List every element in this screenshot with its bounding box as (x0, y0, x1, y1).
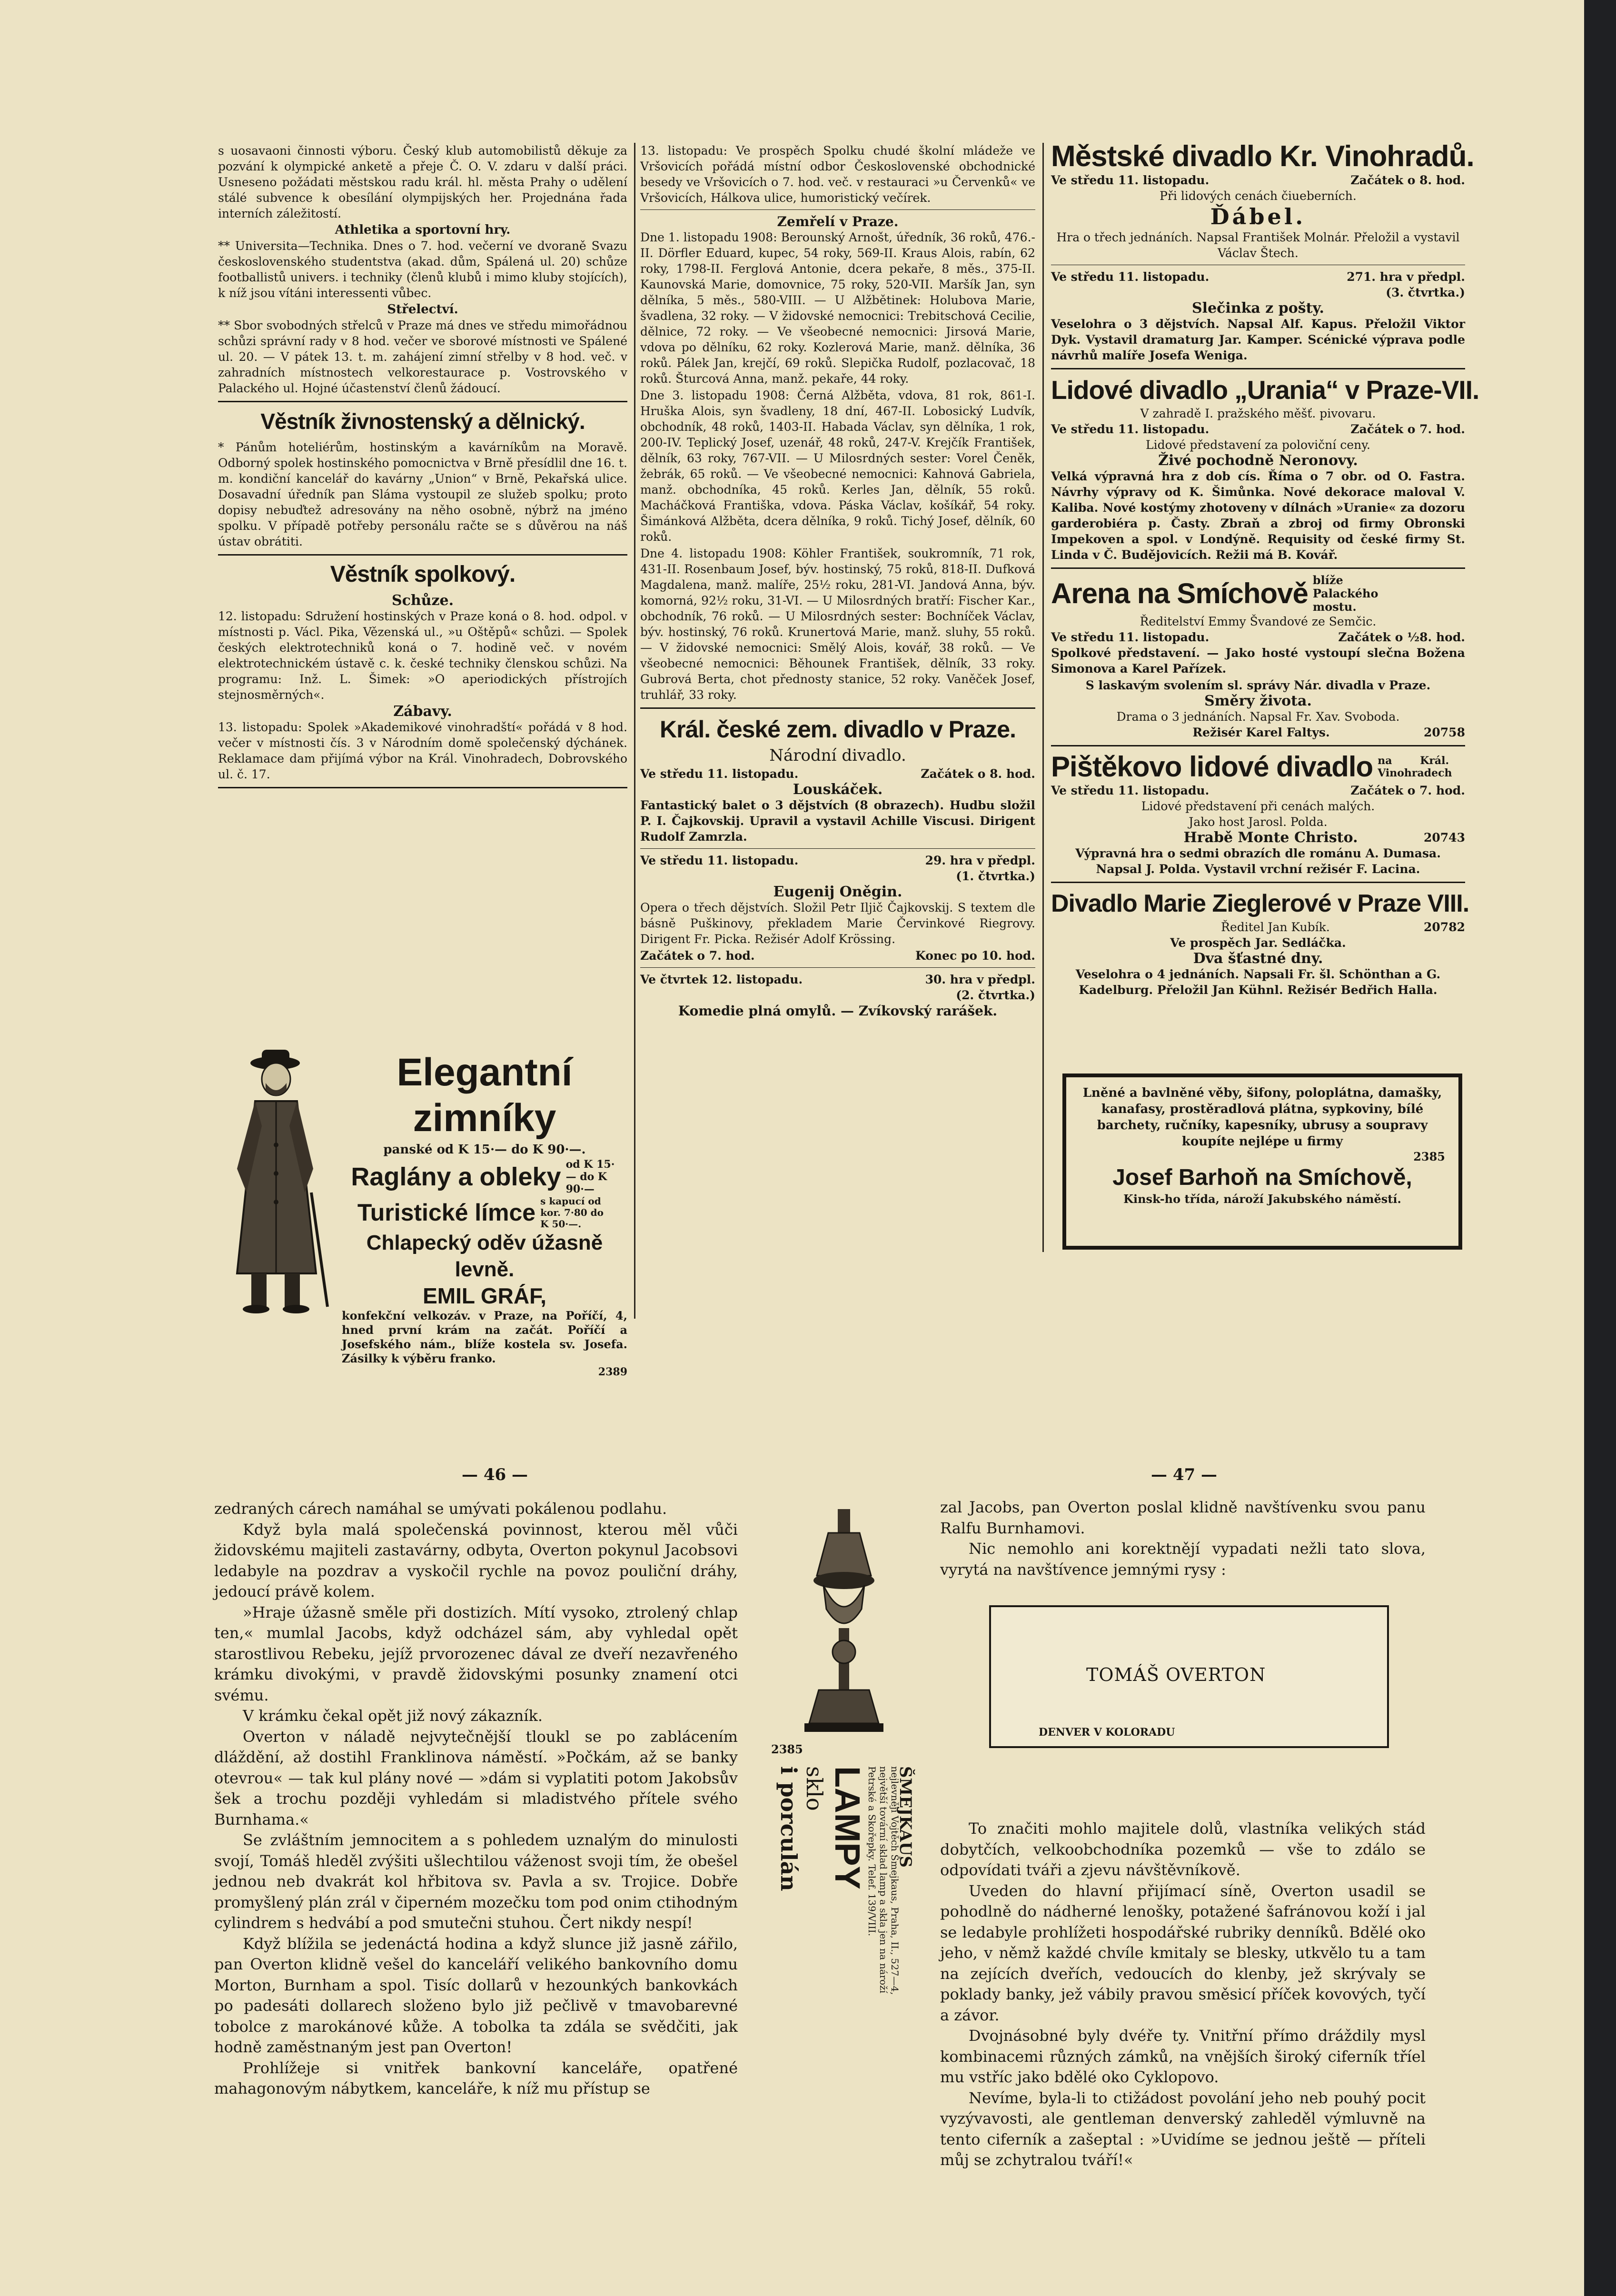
vinohrady-play1: Ďábel. (1210, 204, 1306, 229)
vinohrady-play2: Slečinka z pošty. (1192, 300, 1324, 317)
page-number-left: — 46 — (462, 1465, 528, 1484)
graf-raglany: Raglány a obleky (351, 1163, 561, 1191)
graf-turisticke-price: s kapucí od kor. 7·80 do K 50·—. (540, 1195, 604, 1230)
narodni-play3: Komedie plná omylů. — Zvíkovský rarášek. (678, 1003, 998, 1019)
graf-raglany-price: od K 15·— do K 90·— (565, 1158, 615, 1195)
narodni-line4: Ve čtvrtek 12. listopadu. 30. hra v předpl. (2. čtvrtka.) (640, 973, 1035, 1002)
smichov-desc1: Spolkové představení. — Jako hosté vystoupí slečna Božena Simonova a Karel Pařízek. (1051, 646, 1465, 676)
news-column-1 (218, 143, 627, 793)
graf-ad-text (342, 1050, 627, 1378)
narodni-play1: Louskáček. (793, 781, 883, 798)
zemreli-paragraph-2: Dne 3. listopadu 1908: Černá Alžběta, vdova, 81 rok, 861-I. Hruška Alois, syn švadleny, 18 dní, 467-II. Lobosický Ludvík, obchodník, 48 roků, 1403-II. Habada Václav, syn dělníka, 1 rok, 200-IV. Teplický Josef, uzenář, 48 roků, 247-V. Krejčík František, dělník, 63 roky, 767-VII. — U Milosrdných sester: Vorel Čeněk, žebrák, 65 roků. — Ve všeobecné nemocnici: Kahnová Gabriela, manž. obchodníka, 45 roků. Kerles Jan, dělník, 55 roků. Macháčková Františka, vdova. Páska Václav, košíkář, 54 roky. Šimánková Alžběta, dcera dělníka, 9 roků. Tichý Josef, dělník, 60 roků. (640, 388, 1035, 544)
lampy-firm: ŠMEJKAUS (896, 1766, 915, 1868)
book-left-p5: Overton v náladě nejvytečnější tloukl se po zablácením dláždění, až dostihl Franklinova náměstí. »Počkám, až se banky otevrou« — tak kul plány nové — »dám si vyplatiti potom Jakobsův šek a trochu později vyhledám si mladistvého přítele svého Burnhama.« (214, 1727, 738, 1829)
book-left-p1: zedraných cárech namáhal se umývati pokálenou podlahu. (214, 1500, 667, 1518)
emil-graf-ad (218, 1050, 627, 1378)
zabavy-paragraph: 13. listopadu: Spolek »Akademikové vinohradští« pořádá v 8 hod. večer v místnosti čís. 3 v Národním domě společenský dýchánek. Reklamace dam přijímá výbor na Král. Vinohradech, Dobrovského ul. č. 17. (218, 720, 627, 781)
gentleman-illustration (218, 1050, 337, 1316)
lamp-illustration (800, 1509, 890, 1733)
narodni-divadlo-title: Král. české zem. divadlo v Praze. (660, 716, 1016, 743)
urania-note: Lidové představení za poloviční ceny. (1146, 438, 1370, 452)
divider (218, 401, 627, 402)
urania-desc: Velká výpravná hra z dob cís. Říma o 7 obr. od O. Fastra. Návrhy výpravy od K. Šimůnka. Nové dekorace maloval V. Kaliba. Nové kostýmy zhotoveny v dílnách »Uranie« za dozoru garderobiéra p. Časty. Zbraň a zbroj od firmy Obronski Impekoven a spol. v Londýně. Requisity od české firmy St. Linda v Č. Budějovicích. Režii má B. Kovář. (1051, 469, 1465, 562)
divider (1051, 882, 1465, 883)
lampy-number: 2385 (771, 1742, 803, 1756)
smichov-title: Arena na Smíchově (1051, 577, 1308, 609)
strelectvi-paragraph: ** Sbor svobodných střelců v Praze má dnes ve středu mimořádnou schůzi správní rady v 8 hod. večer ve sborové místnosti ve Spálené ul. 20. — V pátek 13. t. m. zahájení zimní střelby v 8 hod. več. v zahradních místnostech velkorestaurace p. Vostrovského v Palackého ul. Hojné účastenství členů žádoucí. (218, 318, 627, 395)
vestnik-zivnostensky-heading: Věstník živnostenský a dělnický. (260, 409, 585, 434)
barhon-number: 2385 (1413, 1150, 1445, 1163)
barhon-name: Josef Barhoň na Smíchově, (1112, 1165, 1412, 1190)
zemreli-paragraph-3: Dne 4. listopadu 1908: Köhler František, soukromník, 71 rok, 431-II. Rosenbaum Josef, býv. hostinský, 75 roků, 818-II. Dufková Magdalena, manž. malíře, 25½ roku, 281-VI. Jandová Anna, býv. komorná, 92½ roku, 31-VI. — U Milosrdných bratří: Fischer Kar., obchodník, 76 roků. — U Milosrdných sester: Bochníček Václav, býv. hostinský, 76 roků. Krunertová Marie, manž. sluhy, 55 roků. — V židovské nemocnici: Smělý Alois, kovář, 38 roků. — Ve všeobecné nemocnici: Běhounek František, dělník, 33 roky. Gubrová Berta, chot přednosty stanice, 52 roky. Vaněček Josef, truhlář, 33 roky. (640, 547, 1035, 702)
narodni-play2-desc: Opera o třech dějstvích. Složil Petr Iljič Čajkovskij. S textem dle básně Puškinovy, překladem Marie Červinkové Riegrovy. Dirigent Fr. Picka. Režisér Adolf Krössing. (640, 901, 1035, 946)
vestnik-spolkovy-heading: Věstník spolkový. (330, 562, 516, 587)
vestnik-zivnostensky-paragraph: * Pánům hoteliérům, hostinským a kavárníkům na Moravě. Odborný spolek hostinského pomocnictva v Brně přesídlil dne 16. t. m. kondiční kancelář do kavárny „Union“ v Brně, Pekařská ulice. Dosavadní úředník pan Sláma vystoupil ze služeb spolku; proto dopisy nebuďtež adresovány na něho osobně, nýbrž na jméno spolku. V případě potřeby personálu račte se s důvěrou na náš ústav obrátiti. (218, 440, 627, 548)
barhon-addr: Kinsk-ho třída, nároží Jakubského náměstí. (1123, 1192, 1401, 1206)
graf-turisticke-row (342, 1195, 627, 1230)
column2-top-paragraph: 13. listopadu: Ve prospěch Spolku chudé školní mládeže ve Vršovicích pořádá místní odbor Československé obchodnické besedy ve Vršovicích o 7. hod. več. v restauraci »u Červenků« ve Vršovicích, Hálkova ulice, humoristický večírek. (640, 144, 1035, 205)
news-column-3 (1051, 140, 1479, 998)
column-rule (634, 143, 635, 1319)
narodni-line3: Začátek o 7. hod. Konec po 10. hod. (640, 949, 1035, 963)
narodni-play2: Eugenij Oněgin. (773, 884, 902, 900)
divider (1051, 368, 1465, 369)
smichov-line1: Ve středu 11. listopadu. Začátek o ½8. hod. (1051, 630, 1465, 644)
book-left-p6: Se zvláštním jemnocitem a s pohledem uznalým do minulosti svojí, Tomáš hleděl zvýšiti ušlechtilou váženost svoji tím, že obešel jednou neb dvakrát kol hřbitova sv. Pavla a sv. Trojice. Dobře promyšlený plán zrál v čiperném mozečku tom pod onim ctihodným cylindrem s hedvábí a pod smutečni stuhou. Čert nikdy nespí! (214, 1831, 738, 1932)
athletika-paragraph: ** Universita—Technika. Dnes o 7. hod. večerní ve dvoraně Svazu československého studentstva (akad. dům, Spálená ul. 20) schůze footballistů univers. i techniky (členů klubů i mimo kluby stojících), k níž jsou vítáni interessenti vůbec. (218, 239, 627, 300)
book-right-p6: Nevíme, byla-li to ctižádost povolání jeho neb pouhý pocit vyzývavosti, ale gentleman denverský zahleděl výmluvně na tento ciferník a zašeptal : »Uvidíme se jednou ještě — příteli můj se zchytralou tváří!« (940, 2088, 1426, 2169)
scan-edge (1584, 0, 1616, 2296)
smichov-sub: Ředitelství Emmy Švandové ze Semčic. (1140, 615, 1377, 628)
pistek-desc1: Výpravná hra o sedmi obrazích dle románu A. Dumasa. (1075, 846, 1441, 860)
lampy-sklo: sklo (802, 1766, 827, 1811)
lampy-text: nejlevněji Vojtěch Šmejkaus, Praha, II., 527—4, největší tovární sklad lamp a skla jen na nároží Petrské a Skořepky. Telef. 139/VIII. (866, 1766, 901, 1995)
vinohrady-title: Městské divadlo Kr. Vinohradů. (1051, 140, 1474, 173)
smichov-desc3: Drama o 3 jednáních. Napsal Fr. Xav. Svoboda. (1116, 710, 1400, 724)
vinohrady-line2: Ve středu 11. listopadu. 271. hra v předpl. (3. čtvrtka.) (1051, 270, 1465, 299)
barhon-ad (1062, 1073, 1462, 1250)
book-right-p4: Uveden do hlavní přijímací síně, Overton usadil se pohodlně do nádherné lenošky, potažené šafránovou koží i jal se ledabyle prohlížeti hospodářské rubriky denníků. Bdělé oko jeho, v němž každé chvíle kmitaly se blesky, utkvělo tu a tam na zejících dveřích, vedoucích do klenby, jež skrývaly se poklady banky, jež vábily pravou směsicí příček kovových, tyčí a závor. (940, 1881, 1426, 2024)
divider (640, 209, 1035, 210)
pistek-guest: Jako host Jarosl. Polda. (1189, 815, 1328, 829)
smichov-desc2: S laskavým svolením sl. správy Nár. divadla v Praze. (1085, 678, 1431, 692)
book-left-p7: Když blížila se jedenáctá hodina a když slunce již jasně zářilo, pan Overton klidně vešel do kanceláří velikého bankovního domu Morton, Burnham a spol. Tisíc dollarů v hezounkých bankovkách po padesáti dollarech složeno bylo již pečlivě v tmavobarevné tobolce z marokánové kůže. A tobolka ta zdála se svědčiti, jak hodně zaměstnaným jest pan Overton! (214, 1934, 738, 2056)
barhon-line1: Lněné a bavlněné věby, šifony, poloplátna, damašky, kanafasy, prostěradlová plátna, sypkoviny, bílé barchety, ručníky, kapesníky, ubrusy a soupravy koupíte nejlépe u firmy (1082, 1086, 1442, 1149)
news-column-2 (640, 143, 1035, 1019)
urania-line1: Ve středu 11. listopadu. Začátek o 7. hod. (1051, 422, 1465, 436)
narodni-play1-desc: Fantastický balet o 3 dějstvích (8 obrazech). Hudbu složil P. I. Čajkovskij. Upravil a vystavil Achille Viscusi. Dirigent Rudolf Zamrzla. (640, 798, 1035, 844)
smichov-play: Směry života. (1204, 693, 1312, 709)
divider (218, 787, 627, 788)
pistek-play-row: Hrabě Monte Christo. 20743 (1183, 829, 1465, 846)
book-right-p5: Dvojnásobné byly dvéře ty. Vnitřní přímo dráždily mysl kombinacemi různých zámků, na vnějších široký ciferník tříel mu vstříc jako bdělé oko Cyklopovo. (940, 2027, 1426, 2086)
card-name: TOMÁŠ OVERTON (1086, 1664, 1266, 1685)
divider (218, 554, 627, 556)
graf-number: 2389 (598, 1366, 627, 1378)
divider (1051, 745, 1465, 746)
pistek-title-row (1051, 751, 1465, 783)
smichov-title-suffix: blíže Palackého mostu. (1312, 573, 1378, 614)
graf-name: EMIL GRÁF, (423, 1283, 546, 1308)
divider (640, 707, 1035, 709)
pistek-line1: Ve středu 11. listopadu. Začátek o 7. hod. (1051, 784, 1465, 797)
book-left-p8: Prohlížeje si vnitřek bankovní kanceláře, opatřené mahagonovým nábytkem, kanceláře, k níž mu přístup se (214, 2058, 738, 2097)
ziegler-sub-row: Ředitel Jan Kubík. 20782 (1221, 920, 1465, 934)
book-left-p2: Když byla malá společenská povinnost, kterou měl vůči židovskému majiteli zastavárny, odbyta, Overton pokynul Jacobsovi ledabyle na pozdrav a vyskočil rychle na povoz pouliční dráhy, jedoucí právě kolem. (214, 1520, 738, 1600)
graf-chlapecky: Chlapecký oděv úžasně levně. (366, 1231, 603, 1281)
ziegler-title: Divadlo Marie Zieglerové v Praze VIII. (1051, 890, 1469, 917)
ziegler-benefit: Ve prospěch Jar. Sedláčka. (1170, 936, 1346, 950)
schuze-heading: Schůze. (391, 592, 454, 609)
book-right-p3: To značiti mohlo majitele dolů, vlastníka velikých stád dobytčích, velkoobchodníka pozemků — vše to zdálo se odpovídati tváři a zjevu návštěvníkově. (940, 1819, 1426, 1879)
zabavy-heading: Zábavy. (393, 703, 452, 720)
graf-desc: konfekční velkozáv. v Praze, na Poříčí, 4, hned první krám na začát. Poříčí a Josefského nám., blíže kostela sv. Josefa. Zásilky k výběru franko. (342, 1309, 627, 1365)
visiting-card (989, 1605, 1389, 1748)
column-rule (1042, 143, 1044, 1252)
schuze-paragraph: 12. listopadu: Sdružení hostinských v Praze koná o 8. hod. odpol. v místnosti p. Václ. Pika, Vězenská ul., »u Oštěpů« schůzi. — Spolek českých elektrotechniků koná o 7. hodině več. v novém elektrotechnickém ústavě c. k. české techniky členskou schůzi. Na programu: Inž. L. Šimek: »O aperiodických přístrojích stejnosměrných«. (218, 609, 627, 702)
vinohrady-play1-desc: Hra o třech jednáních. Napsal František Molnár. Přeložil a vystavil Václav Štech. (1056, 230, 1460, 260)
pistek-title: Pištěkovo lidové divadlo (1051, 751, 1373, 783)
card-address: DENVER V KOLORADU (1039, 1726, 1175, 1739)
book-left-p3: »Hraje úžasně směle při dostizích. Mítí vysoko, ztrolený chlap ten,« mumlal Jacobs, když odcházel sám, aby vyhledal opět starostlivou Rebeku, jejíž prvorozenec dával ze dveří nezavřeného krámku divokými, v pravdě židovskými posunky znamení otci svému. (214, 1603, 738, 1704)
pistek-desc2: Napsal J. Polda. Vystavil vrchní režisér F. Lacina. (1096, 862, 1420, 876)
divider (1051, 567, 1465, 569)
page-number-right: — 47 — (1151, 1465, 1217, 1484)
divider (640, 848, 1035, 849)
graf-raglany-row (342, 1158, 627, 1195)
vinohrady-sub1: Při lidových cenách čiueberních. (1160, 189, 1357, 203)
zemreli-heading: Zemřelí v Praze. (777, 214, 899, 229)
book-page-right-continued (940, 1819, 1426, 2171)
graf-line1: panské od K 15·— do K 90·—. (383, 1143, 586, 1157)
urania-play: Živé pochodně Neronovy. (1158, 452, 1358, 469)
zemreli-paragraph-1: Dne 1. listopadu 1908: Berounský Arnošt, úředník, 36 roků, 476.-II. Dörfler Eduard, kupec, 54 roky, 569-II. Kraus Alois, rabín, 62 roky, 1798-II. Ferglová Antonie, dcera pekaře, 8 měs., 375-II. Kaunovská Marie, domovnice, 75 roky, 520-VII. Maršík Jan, syn dělníka, 5 měs., 580-VIII. — U Alžbětinek: Holubova Marie, švadlena, 32 roky. — V židovské nemocnici: Trebitschová Cecilie, dělnice, 72 roky. — Ve všeobecné nemocnici: Jirsová Marie, vdova po dělníku, 62 roky. Kozlerová Marie, manž. dělníka, 36 roků. Pálek Jan, krejčí, 69 roků. Slepička Rudolf, pozlacovač, 18 roků. Šturcová Anna, manž. pekaře, 44 roky. (640, 230, 1035, 386)
ziegler-play: Dva šťastné dny. (1193, 950, 1323, 967)
narodni-line2: Ve středu 11. listopadu. 29. hra v předpl. (1. čtvrtka.) (640, 854, 1035, 883)
athletika-heading: Athletika a sportovní hry. (335, 223, 511, 237)
lampy-porcelan: i porculán (776, 1766, 802, 1891)
vinohrady-line1: Ve středu 11. listopadu. Začátek o 8. hod. (1051, 173, 1465, 187)
book-right-p2: Nic nemohlo ani korektnějí vypadati nežli tato slova, vyrytá na navštívence jemnými rysy : (940, 1540, 1426, 1579)
smichov-title-row (1051, 574, 1465, 614)
lampy-ad (771, 1509, 919, 2204)
vinohrady-play2-desc: Veselohra o 3 dějstvích. Napsal Alf. Kapus. Přeložil Viktor Dyk. Vystavil dramaturg Jar. Kamper. Scénické výprava podle návrhů malíře Josefa Weniga. (1051, 317, 1465, 362)
urania-sub: V zahradě I. pražského měšť. pivovaru. (1140, 407, 1376, 420)
strelectvi-heading: Střelectví. (387, 302, 458, 317)
pistek-note: Lidové představení při cenách malých. (1141, 799, 1375, 813)
book-left-p4: V krámku čekal opět již nový zákazník. (243, 1707, 543, 1725)
intro-paragraph: s uosavaoni činnosti výboru. Český klub automobilistů děkuje za pozvání k olympické anketě a přeje Č. O. V. zdaru v další práci. Usneseno požádati městskou radu král. hl. města Prahy o udělení stálé subvence k obesílání olympijských her. Projednána řada interních záležitostí. (218, 144, 627, 220)
urania-title: Lidové divadlo „Urania“ v Praze-VII. (1051, 375, 1479, 405)
ziegler-desc: Veselohra o 4 jednáních. Napsali Fr. šl. Schönthan a G. Kadelburg. Přeložil Jan Kühnl. Režisér Bedřich Halla. (1075, 967, 1441, 997)
narodni-sub: Národní divadlo. (769, 746, 906, 765)
divider (640, 967, 1035, 968)
graf-title: Elegantní zimníky (397, 1051, 573, 1140)
smichov-director-row: Režisér Karel Faltys. 20758 (1192, 726, 1465, 739)
lampy-title: LAMPY (828, 1766, 867, 1889)
book-page-left (214, 1499, 738, 2099)
book-page-right (940, 1497, 1426, 1580)
book-right-p1: zal Jacobs, pan Overton poslal klidně navštívenku svou panu Ralfu Burnhamovi. (940, 1498, 1426, 1537)
narodni-line1: Ve středu 11. listopadu. Začátek o 8. hod. (640, 767, 1035, 781)
graf-turisticke: Turistické límce (357, 1199, 536, 1226)
pistek-title-suffix: na Král. Vinohradech (1378, 755, 1452, 779)
